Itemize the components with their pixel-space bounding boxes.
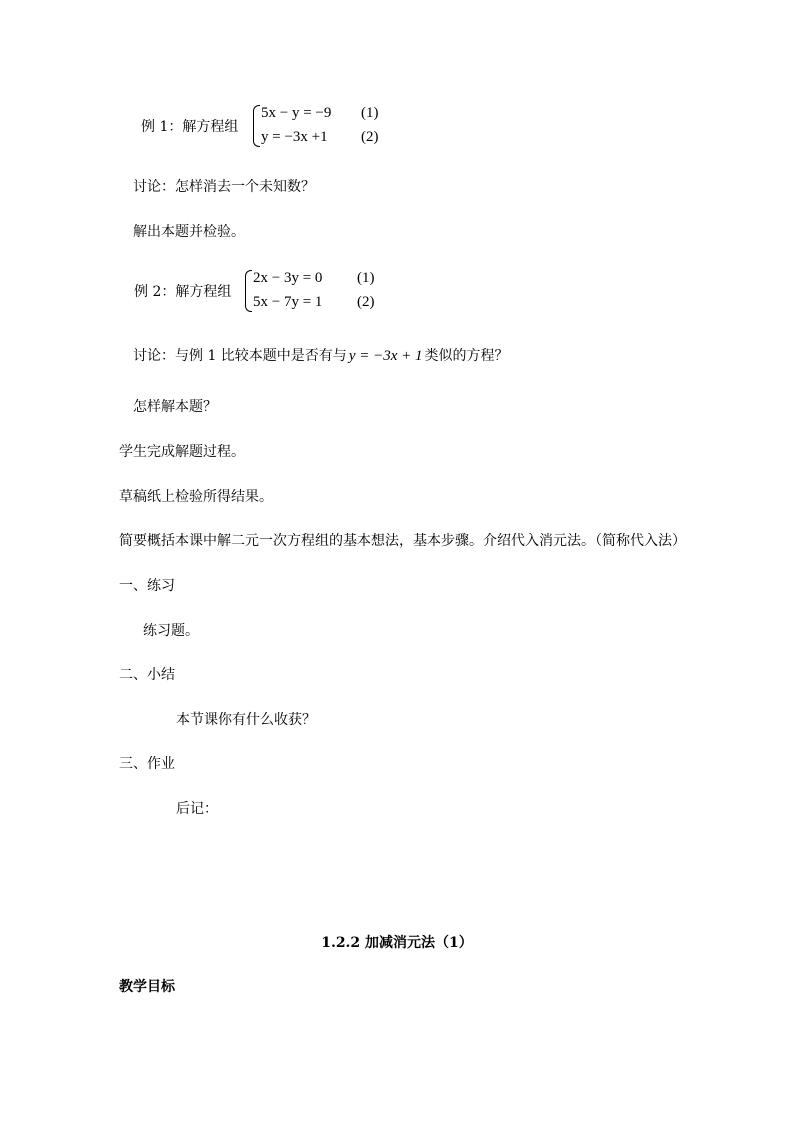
discussion2-text-before: 讨论：与例 1 比较本题中是否有与 <box>133 348 347 364</box>
example1-label: 例 1：解方程组 <box>141 119 239 135</box>
example1-eq2: y = −3x +1 <box>261 129 328 145</box>
discussion2-text-after: 类似的方程？ <box>424 348 509 364</box>
student-complete: 学生完成解题过程。 <box>119 444 245 460</box>
draft-check: 草稿纸上检验所得结果。 <box>119 489 273 505</box>
example1-eq2-number: (2) <box>361 129 379 145</box>
example1-eq1-number: (1) <box>361 105 379 121</box>
solve-and-check: 解出本题并检验。 <box>133 224 245 240</box>
section2-body: 本节课你有什么收获？ <box>176 712 316 728</box>
discussion2 <box>133 347 509 365</box>
example2-equation-system <box>245 268 385 314</box>
section3-heading: 三、作业 <box>119 756 175 772</box>
left-brace <box>253 105 260 147</box>
how-to-solve: 怎样解本题？ <box>133 399 217 415</box>
left-brace <box>245 270 252 312</box>
example2-eq2: 5x − 7y = 1 <box>253 294 323 310</box>
section1-heading: 一、练习 <box>119 578 175 594</box>
example2-eq1: 2x − 3y = 0 <box>253 270 323 286</box>
teaching-goals-heading: 教学目标 <box>119 979 175 995</box>
section1-body: 练习题。 <box>143 623 199 639</box>
example1-eq1: 5x − y = −9 <box>261 105 332 121</box>
example1-equation-system <box>253 103 393 149</box>
example2-eq2-number: (2) <box>357 294 375 310</box>
next-section-title: 1.2.2 加减消元法（1） <box>321 935 473 951</box>
summary-sentence: 简要概括本课中解二元一次方程组的基本想法，基本步骤。介绍代入消元法。（简称代入法） <box>119 533 686 549</box>
section2-heading: 二、小结 <box>119 667 175 683</box>
example2-label: 例 2：解方程组 <box>134 284 232 300</box>
example2-eq1-number: (1) <box>357 270 375 286</box>
discussion2-math: y = −3x + 1 <box>348 348 423 364</box>
discussion1: 讨论：怎样消去一个未知数？ <box>133 179 315 195</box>
afterword-label: 后记： <box>176 801 218 817</box>
